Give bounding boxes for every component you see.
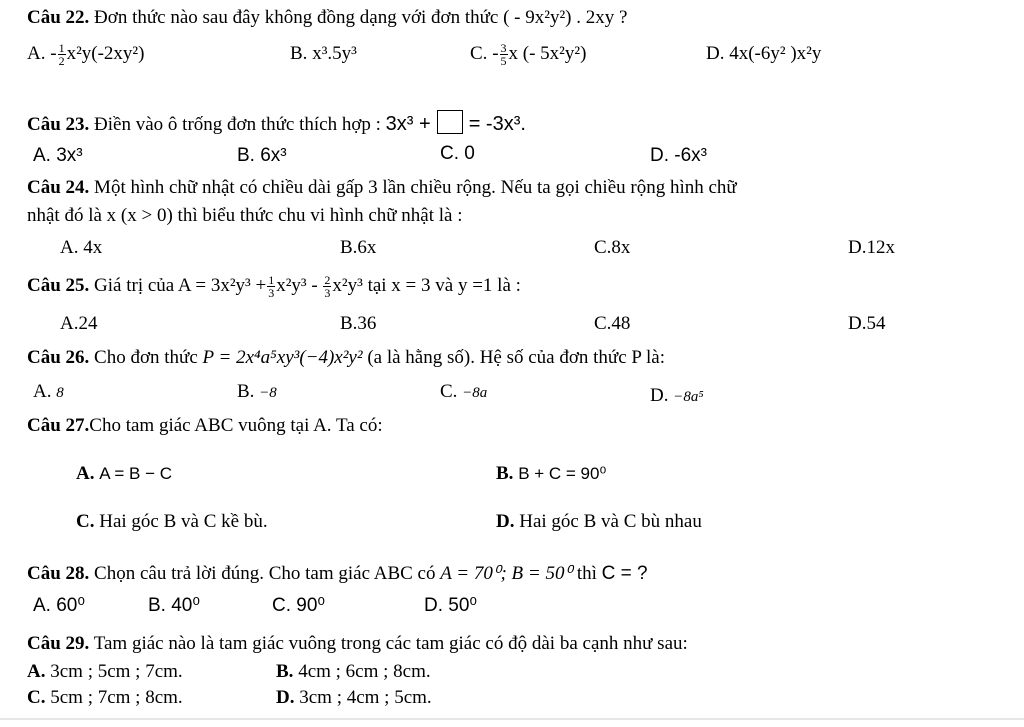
q22-c-den: 5 bbox=[500, 54, 507, 69]
q27-option-c[interactable] bbox=[76, 510, 268, 534]
q27-d-value: Hai góc B và C bù nhau bbox=[519, 511, 702, 532]
q23-option-d[interactable]: D. -6x³ bbox=[650, 145, 707, 166]
q28-stem bbox=[27, 562, 648, 586]
q23-label: Câu 23. bbox=[27, 114, 90, 135]
q24-label: Câu 24. bbox=[27, 177, 90, 198]
q22-c-fraction bbox=[500, 42, 508, 67]
q27-text: Cho tam giác ABC vuông tại A. Ta có: bbox=[89, 415, 383, 436]
q25-term2: x²y³ - bbox=[276, 275, 318, 296]
q22-expr: ( - 9x²y²) . 2xy ? bbox=[503, 7, 628, 28]
q25-f1-den: 3 bbox=[268, 286, 275, 301]
q27-c-value: Hai góc B và C kề bù. bbox=[99, 511, 268, 532]
q26-a-label: A. bbox=[33, 381, 52, 402]
q22-c-num: 3 bbox=[500, 41, 507, 56]
q28-option-c[interactable]: C. 90⁰ bbox=[272, 595, 326, 616]
q26-a-value: 8 bbox=[56, 385, 64, 401]
q22-stem bbox=[27, 6, 627, 30]
q23-blank-box[interactable] bbox=[437, 110, 463, 134]
q29-a-value: 3cm ; 5cm ; 7cm. bbox=[50, 661, 183, 682]
q28-text2: thì bbox=[576, 563, 597, 584]
q22-a-rest: x²y(-2xy²) bbox=[66, 43, 145, 64]
q25-option-d[interactable]: D.54 bbox=[848, 313, 886, 334]
q22-option-d[interactable] bbox=[706, 42, 821, 66]
q26-d-value: −8a⁵ bbox=[673, 389, 704, 405]
q28-option-b[interactable]: B. 40⁰ bbox=[148, 595, 200, 616]
q22-a-den: 2 bbox=[58, 54, 65, 69]
q23-option-a[interactable]: A. 3x³ bbox=[33, 145, 83, 166]
q23-option-c[interactable]: C. 0 bbox=[440, 143, 475, 164]
q22-option-a[interactable] bbox=[27, 42, 144, 67]
q23-stem bbox=[27, 110, 526, 137]
q26-option-b[interactable] bbox=[237, 380, 277, 405]
q27-option-a[interactable] bbox=[76, 462, 172, 486]
q26-b-value: −8 bbox=[259, 385, 277, 401]
q29-text: Tam giác nào là tam giác vuông trong các tam giác có độ dài ba cạnh như sau: bbox=[93, 633, 688, 654]
q25-f2-num: 2 bbox=[324, 273, 331, 288]
q24-option-b[interactable]: B.6x bbox=[340, 237, 377, 258]
q24-option-c[interactable]: C.8x bbox=[594, 237, 631, 258]
q29-b-label: B. bbox=[276, 661, 294, 682]
q22-a-num: 1 bbox=[58, 41, 65, 56]
q28-ask: C = ? bbox=[601, 563, 648, 584]
q26-b-label: B. bbox=[237, 381, 255, 402]
q25-option-a[interactable]: A.24 bbox=[60, 313, 98, 334]
q26-option-d[interactable] bbox=[650, 384, 704, 409]
q26-label: Câu 26. bbox=[27, 347, 90, 368]
q23-text: Điền vào ô trống đơn thức thích hợp : bbox=[94, 114, 381, 135]
q26-text1: Cho đơn thức bbox=[94, 347, 198, 368]
q25-option-b[interactable]: B.36 bbox=[340, 313, 377, 334]
q27-c-label: C. bbox=[76, 511, 95, 532]
q29-d-value: 3cm ; 4cm ; 5cm. bbox=[299, 687, 432, 708]
q22-d-label: D. bbox=[706, 43, 725, 64]
q29-a-label: A. bbox=[27, 661, 46, 682]
q29-c-value: 5cm ; 7cm ; 8cm. bbox=[50, 687, 183, 708]
q27-b-value: B + C = 90⁰ bbox=[518, 464, 607, 483]
q24-line1: Một hình chữ nhật có chiều dài gấp 3 lần chiều rộng. Nếu ta gọi chiều rộng hình chữ bbox=[94, 177, 737, 198]
q28-text: Chọn câu trả lời đúng. Cho tam giác ABC có bbox=[94, 563, 436, 584]
bottom-divider bbox=[0, 718, 1024, 720]
q24-option-d[interactable]: D.12x bbox=[848, 237, 895, 258]
q28-option-a[interactable]: A. 60⁰ bbox=[33, 595, 85, 616]
q28-condition: A = 70⁰; B = 50⁰ bbox=[440, 563, 573, 584]
q24-option-a[interactable]: A. 4x bbox=[60, 237, 103, 258]
q23-expr-right: = -3x³. bbox=[468, 113, 526, 135]
q29-c-label: C. bbox=[27, 687, 46, 708]
q24-stem-line1 bbox=[27, 176, 737, 200]
q23-option-b[interactable]: B. 6x³ bbox=[237, 145, 287, 166]
q22-c-sign: - bbox=[492, 43, 499, 64]
q22-a-sign: - bbox=[50, 43, 57, 64]
q29-b-value: 4cm ; 6cm ; 8cm. bbox=[298, 661, 431, 682]
q26-option-a[interactable] bbox=[33, 380, 64, 405]
q29-option-d[interactable] bbox=[276, 686, 432, 710]
q26-stem bbox=[27, 346, 665, 370]
q26-c-label: C. bbox=[440, 381, 458, 402]
q27-option-b[interactable] bbox=[496, 462, 606, 486]
q22-c-rest: x (- 5x²y²) bbox=[508, 43, 587, 64]
q22-b-label: B. bbox=[290, 43, 308, 64]
q27-a-value: A = B − C bbox=[99, 464, 172, 483]
q22-a-fraction bbox=[58, 42, 66, 67]
q22-c-label: C. bbox=[470, 43, 488, 64]
q27-d-label: D. bbox=[496, 511, 515, 532]
q26-d-label: D. bbox=[650, 385, 669, 406]
q24-stem-line2: nhật đó là x (x > 0) thì biểu thức chu vi hình chữ nhật là : bbox=[27, 205, 463, 226]
q23-expr-left: 3x³ + bbox=[385, 113, 431, 135]
q26-c-value: −8a bbox=[462, 385, 488, 401]
q29-option-a[interactable] bbox=[27, 660, 183, 684]
q28-label: Câu 28. bbox=[27, 563, 90, 584]
q29-stem bbox=[27, 632, 688, 656]
q26-option-c[interactable] bbox=[440, 380, 487, 405]
q25-text1: Giá trị của A = bbox=[94, 275, 207, 296]
q29-option-c[interactable] bbox=[27, 686, 183, 710]
q25-label: Câu 25. bbox=[27, 275, 90, 296]
q25-fraction-2 bbox=[323, 274, 331, 299]
q29-d-label: D. bbox=[276, 687, 295, 708]
q27-label: Câu 27. bbox=[27, 415, 90, 436]
q27-option-d[interactable] bbox=[496, 510, 702, 534]
q22-label: Câu 22. bbox=[27, 7, 90, 28]
q25-f1-num: 1 bbox=[268, 273, 275, 288]
q22-d-text: 4x(-6y² )x²y bbox=[729, 43, 822, 64]
q25-term3: x²y³ tại x = 3 và y =1 là : bbox=[332, 275, 521, 296]
q28-option-d[interactable]: D. 50⁰ bbox=[424, 595, 478, 616]
q29-label: Câu 29. bbox=[27, 633, 90, 654]
q27-b-label: B. bbox=[496, 463, 514, 484]
q26-expr: P = 2x⁴a⁵xy³(−4)x²y² bbox=[202, 347, 363, 368]
q25-f2-den: 3 bbox=[324, 286, 331, 301]
q25-term1: 3x²y³ + bbox=[210, 275, 267, 296]
q29-option-b[interactable] bbox=[276, 660, 431, 684]
q22-option-c[interactable] bbox=[470, 42, 586, 67]
q26-text2: (a là hằng số). Hệ số của đơn thức P là: bbox=[367, 347, 666, 368]
q27-stem bbox=[27, 414, 383, 438]
q25-fraction-1 bbox=[267, 274, 275, 299]
q22-b-text: x³.5y³ bbox=[312, 43, 357, 64]
q22-text: Đơn thức nào sau đây không đồng dạng với đơn thức bbox=[94, 7, 499, 28]
q25-option-c[interactable]: C.48 bbox=[594, 313, 631, 334]
q22-option-b[interactable] bbox=[290, 42, 357, 66]
q25-stem bbox=[27, 274, 521, 299]
q27-a-label: A. bbox=[76, 463, 95, 484]
q22-a-label: A. bbox=[27, 43, 46, 64]
